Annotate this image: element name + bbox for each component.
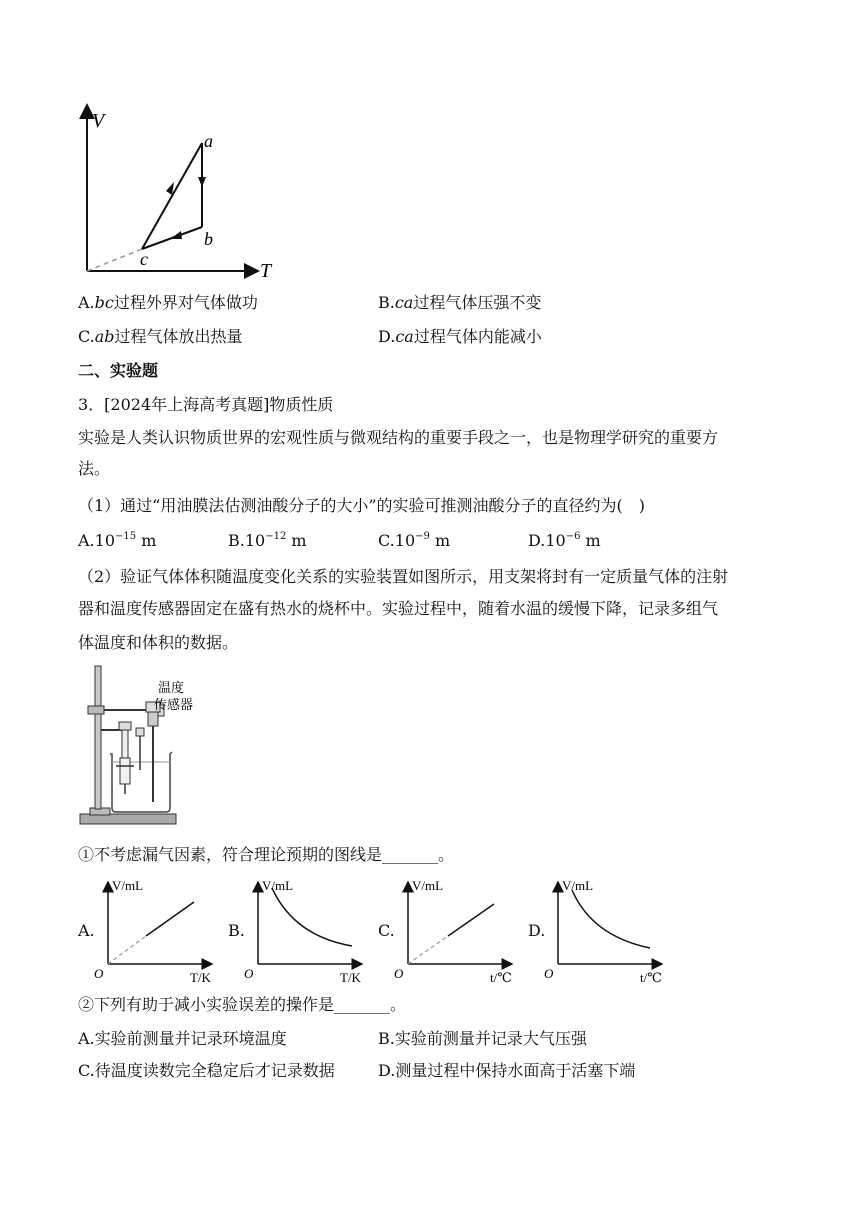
graph-b xyxy=(244,874,374,984)
q3-sub1-option-b: $B.10^{-12}$ m xyxy=(228,531,307,550)
q2-option-a: A.bc过程外界对气体做功 xyxy=(78,293,258,312)
graph-c-origin: O xyxy=(394,966,404,981)
graph-b-letter: B. xyxy=(228,921,245,940)
graph-b-xlabel: T/K xyxy=(340,970,361,984)
section-heading: 二、实验题 xyxy=(78,361,159,380)
q3-sub1-option-a: $A.10^{-15}$ m xyxy=(78,531,157,550)
arrow-ab xyxy=(198,177,206,187)
q2-option-d: D.ca过程气体内能减小 xyxy=(378,327,542,346)
q2-option-c: C.ab过程气体放出热量 xyxy=(78,327,243,346)
q3-sub2-line3: 体温度和体积的数据。 xyxy=(78,633,239,652)
q3-sub1: （1）通过“用油膜法估测油酸分子的大小”的实验可推测油酸分子的直径约为( ) xyxy=(78,496,646,515)
v-axis-label: V xyxy=(92,110,105,132)
graph-c-ylabel: V/mL xyxy=(412,878,444,893)
arrow-bc xyxy=(170,231,182,239)
graph-a xyxy=(94,874,224,984)
graph-b-origin: O xyxy=(244,966,254,981)
q3-intro-line1: 实验是人类认识物质世界的宏观性质与微观结构的重要手段之一，也是物理学研究的重要方 xyxy=(78,428,719,447)
q3-header: 3．[2024年上海高考真题]物质性质 xyxy=(78,395,334,414)
graph-a-letter: A. xyxy=(78,921,95,940)
graph-c xyxy=(394,874,524,984)
point-a-label: a xyxy=(204,131,213,151)
graph-d-letter: D. xyxy=(528,921,546,940)
t-axis-label: T xyxy=(260,260,272,282)
q3-part2-option-a: A.实验前测量并记录环境温度 xyxy=(78,1029,287,1048)
q3-part2-option-d: D.测量过程中保持水面高于活塞下端 xyxy=(378,1061,636,1080)
graph-c-xlabel: t/℃ xyxy=(490,970,512,984)
graph-d-xlabel: t/℃ xyxy=(640,970,662,984)
apparatus-diagram xyxy=(76,662,216,834)
graph-a-origin: O xyxy=(94,966,104,981)
q3-part2-option-c: C.待温度读数完全稳定后才记录数据 xyxy=(78,1061,335,1080)
graph-d-origin: O xyxy=(544,966,554,981)
sensor-label-2: 传感器 xyxy=(154,697,194,712)
q3-part2-option-b: B.实验前测量并记录大气压强 xyxy=(378,1029,587,1048)
graph-b-ylabel: V/mL xyxy=(262,878,294,893)
vt-diagram xyxy=(70,95,290,285)
q3-sub1-option-d: $D.10^{-6}$ m xyxy=(528,531,601,550)
graph-c-letter: C. xyxy=(378,921,395,940)
graph-a-ylabel: V/mL xyxy=(112,878,144,893)
q3-sub1-option-c: $C.10^{-9}$ m xyxy=(378,531,451,550)
sensor-label-1: 温度 xyxy=(158,680,185,695)
graph-d xyxy=(544,874,674,984)
q3-sub2-line2: 器和温度传感器固定在盛有热水的烧杯中。实验过程中，随着水温的缓慢下降，记录多组气 xyxy=(78,599,719,618)
q3-sub2-line1: （2）验证气体体积随温度变化关系的实验装置如图所示，用支架将封有一定质量气体的注射 xyxy=(78,567,729,586)
graph-a-xlabel: T/K xyxy=(190,970,211,984)
graph-d-ylabel: V/mL xyxy=(562,878,594,893)
q2-option-b: B.ca过程气体压强不变 xyxy=(378,293,542,312)
q3-part2: ②下列有助于减小实验误差的操作是_______。 xyxy=(78,995,407,1014)
point-c-label: c xyxy=(140,249,148,269)
extension-dashed xyxy=(87,249,142,271)
q3-intro-line2: 法。 xyxy=(78,459,111,478)
q3-part1: ①不考虑漏气因素，符合理论预期的图线是_______。 xyxy=(78,845,455,864)
path-ca xyxy=(142,143,202,249)
point-b-label: b xyxy=(204,229,213,249)
